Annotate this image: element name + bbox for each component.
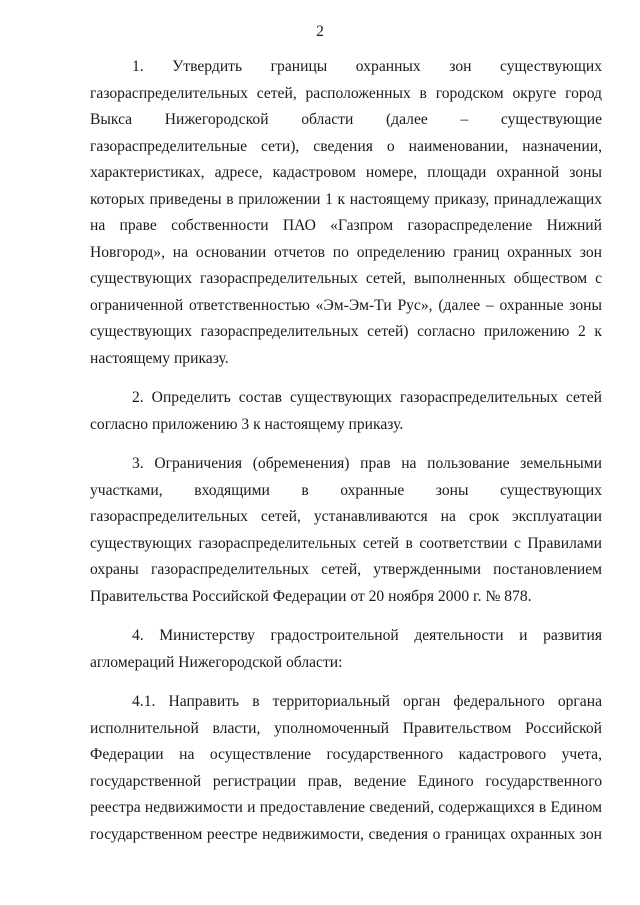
text-line: исполнительной власти, уполномоченный Правительством Российской (90, 719, 602, 737)
text-line: реестра недвижимости и предоставление сведений, содержащихся в Едином (90, 799, 602, 816)
text-line: газораспределительные сети), сведения о наименовании, назначении, (90, 137, 602, 155)
text-line: на праве собственности ПАО «Газпром газораспределение Нижний (90, 217, 602, 234)
text-line: газораспределительных сетей, устанавливаются на срок эксплуатации (90, 508, 602, 525)
text-line: существующих газораспределительных сетей, выполненных обществом с (90, 270, 602, 287)
text-line: 4.1. Направить в территориальный орган федерального органа (132, 693, 602, 710)
text-line: Правительства Российской Федерации от 20 ноября 2000 г. № 878. (90, 587, 532, 605)
text-line: характеристиках, адресе, кадастровом номере, площади охранной зоны (90, 164, 602, 181)
text-line: Выкса Нижегородской области (далее – существующие (90, 111, 602, 128)
text-line: 1. Утвердить границы охранных зон существующих (132, 58, 602, 75)
document-body (90, 54, 602, 848)
text-line: государственном реестре недвижимости, сведения о границах охранных зон (90, 825, 602, 843)
paragraph-5 (90, 689, 602, 848)
text-line: согласно приложению 3 к настоящему приказу. (90, 415, 404, 433)
text-line: Федерации на осуществление государственного кадастрового учета, (90, 746, 602, 763)
text-line: газораспределительных сетей, расположенных в городском округе город (90, 84, 602, 102)
text-line: 3. Ограничения (обременения) прав на пользование земельными (132, 455, 602, 472)
text-line: Новгород», на основании отчетов по определению границ охранных зон (90, 243, 602, 261)
text-line: 2. Определить состав существующих газораспределительных сетей (132, 389, 602, 406)
text-line: государственной регистрации прав, ведение Единого государственного (90, 772, 602, 790)
text-line: охраны газораспределительных сетей, утвержденными постановлением (90, 561, 602, 578)
text-line: существующих газораспределительных сетей в соответствии с Правилами (90, 534, 602, 552)
text-line: ограниченной ответственностью «Эм-Эм-Ти Рус», (далее – охранные зоны (90, 296, 602, 314)
text-line: 4. Министерству градостроительной деятельности и развития (132, 627, 602, 644)
page-number: 2 (316, 23, 324, 40)
text-line: существующих газораспределительных сетей) согласно приложению 2 к (90, 323, 602, 340)
text-line: которых приведены в приложении 1 к настоящему приказу, принадлежащих (90, 190, 602, 208)
paragraph-4 (90, 623, 602, 676)
paragraph-2 (90, 385, 602, 438)
text-line: агломераций Нижегородской области: (90, 653, 343, 671)
text-line: участками, входящими в охранные зоны существующих (90, 481, 602, 499)
paragraph-1 (90, 54, 602, 372)
text-line: настоящему приказу. (90, 349, 229, 367)
paragraph-3 (90, 451, 602, 610)
